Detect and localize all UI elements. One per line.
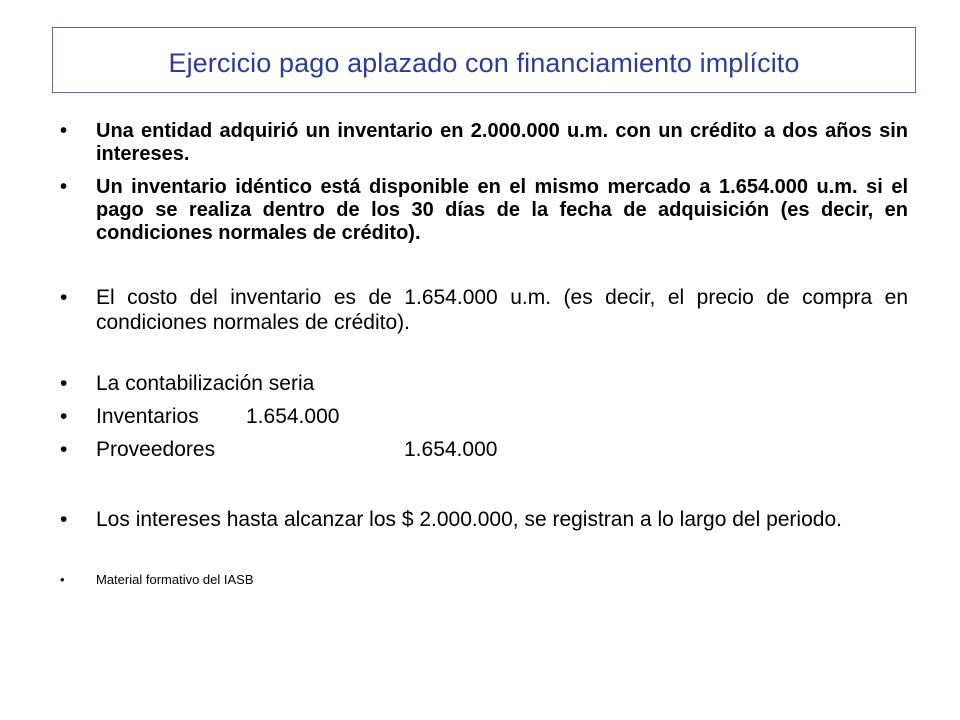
journal-entry-inventory xyxy=(60,404,908,429)
source-text: Material formativo del IASB xyxy=(96,572,254,587)
bullet-icon: • xyxy=(60,372,68,395)
bullet-text: Una entidad adquirió un inventario en 2.000.000 u.m. con un crédito a dos años sin intereses. xyxy=(96,120,908,165)
bullet-icon: • xyxy=(60,286,68,309)
bullet-item-accounting xyxy=(60,371,908,396)
slide-title-box xyxy=(52,27,916,93)
entry-account: Inventarios xyxy=(96,405,199,428)
slide-title: Ejercicio pago aplazado con financiamiento implícito xyxy=(168,47,800,78)
entry-row xyxy=(96,404,908,429)
entry-row xyxy=(96,437,908,462)
journal-entry-suppliers xyxy=(60,437,908,462)
bullet-text: El costo del inventario es de 1.654.000 u.m. (es decir, el precio de compra en condiciones normales de crédito). xyxy=(96,286,908,334)
bullet-icon: • xyxy=(60,176,68,198)
entry-account: Proveedores xyxy=(96,438,216,461)
bullet-text: Un inventario idéntico está disponible en el mismo mercado a 1.654.000 u.m. si el pago se realiza dentro de los 30 días de la fecha de adquisición (es decir, en condiciones normales de crédito). xyxy=(96,176,908,244)
slide-content xyxy=(60,120,908,588)
bullet-icon: • xyxy=(60,405,68,428)
bullet-item-purchase xyxy=(60,120,908,166)
bullet-text: Los intereses hasta alcanzar los $ 2.000.000, se registran a lo largo del periodo. xyxy=(96,508,842,531)
bullet-icon: • xyxy=(60,120,68,142)
bullet-item-identical-inventory xyxy=(60,176,908,245)
bullet-icon: • xyxy=(60,572,65,587)
bullet-item-source xyxy=(60,572,908,588)
bullet-icon: • xyxy=(60,438,68,461)
entry-amount: 1.654.000 xyxy=(404,438,498,461)
bullet-text: La contabilización seria xyxy=(96,372,315,395)
bullet-icon: • xyxy=(60,508,68,531)
entry-amount: 1.654.000 xyxy=(246,405,340,428)
bullet-item-interest xyxy=(60,507,908,532)
bullet-item-inventory-cost xyxy=(60,285,908,335)
